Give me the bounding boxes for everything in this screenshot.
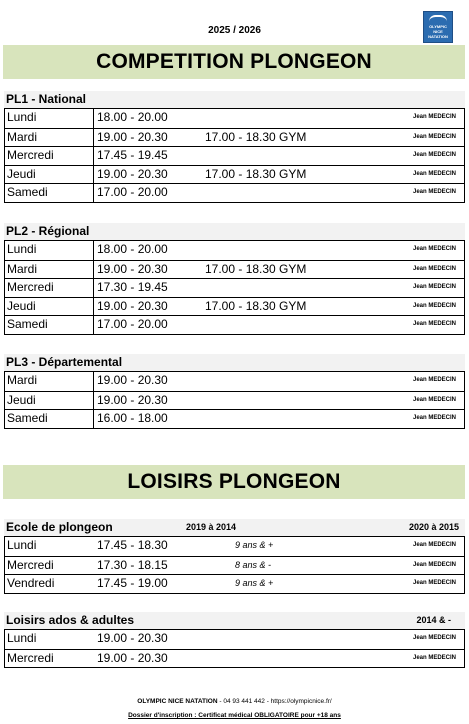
schedule-row xyxy=(5,278,464,297)
time-cell: 19.00 - 20.30 xyxy=(97,373,168,387)
location-cell: Jean MEDECIN xyxy=(412,246,456,252)
extra-time-cell: 17.00 - 18.30 GYM xyxy=(205,166,307,181)
column-divider xyxy=(93,260,94,279)
day-cell: Lundi xyxy=(7,110,37,124)
day-cell: Mercredi xyxy=(7,280,54,294)
group-heading-pl2: PL2 - Régional xyxy=(4,223,465,241)
club-logo: OLYMPIC NICE NATATION xyxy=(423,11,453,43)
day-cell: Jeudi xyxy=(7,166,36,181)
location-cell: Jean MEDECIN xyxy=(412,114,456,120)
schedule-row xyxy=(5,537,464,556)
location-cell: Jean MEDECIN xyxy=(412,321,456,327)
day-cell: Mercredi xyxy=(7,557,54,572)
season-label: 2025 / 2026 xyxy=(208,25,261,36)
time-cell: 16.00 - 18.00 xyxy=(97,411,168,425)
extra-time-cell: 17.00 - 18.30 GYM xyxy=(205,298,307,313)
extra-time-cell: 17.00 - 18.30 GYM xyxy=(205,129,307,144)
age-cell: 8 ans & - xyxy=(235,559,272,570)
group-heading-ecole: Ecole de plongeon 2019 à 2014 2020 à 2015 xyxy=(4,519,465,537)
schedule-table-ecole xyxy=(4,537,465,594)
time-cell: 19.00 - 20.30 xyxy=(97,631,168,645)
group-heading-adultes: Loisirs ados & adultes 2014 & - xyxy=(4,612,465,630)
location-cell: Jean MEDECIN xyxy=(412,561,456,568)
location-cell: Jean MEDECIN xyxy=(412,542,456,548)
competition-banner: COMPETITION PLONGEON xyxy=(3,45,465,79)
column-divider xyxy=(93,183,94,202)
column-divider xyxy=(93,278,94,297)
schedule-row xyxy=(5,391,464,410)
day-cell: Lundi xyxy=(7,631,37,645)
loisirs-banner: LOISIRS PLONGEON xyxy=(3,465,465,499)
schedule-table-pl3 xyxy=(4,372,465,429)
time-cell: 17.00 - 20.00 xyxy=(97,317,168,331)
day-cell: Mardi xyxy=(7,129,38,144)
schedule-row xyxy=(5,297,464,316)
day-cell: Jeudi xyxy=(7,392,36,407)
column-divider xyxy=(93,128,94,147)
schedule-table-pl1 xyxy=(4,109,465,203)
age-cell: 9 ans & + xyxy=(235,540,274,550)
time-cell: 17.30 - 18.15 xyxy=(97,557,168,572)
footer-contact: OLYMPIC NICE NATATION - 04 93 441 442 - https://olympicnice.fr/ xyxy=(137,698,332,705)
ecole-years-right: 2020 à 2015 xyxy=(408,522,459,532)
location-cell: Jean MEDECIN xyxy=(412,133,456,140)
group-heading-pl3: PL3 - Départemental xyxy=(4,354,465,372)
column-divider xyxy=(93,240,94,260)
column-divider xyxy=(93,409,94,428)
column-divider xyxy=(93,146,94,165)
column-divider xyxy=(93,165,94,184)
day-cell: Mercredi xyxy=(7,650,54,665)
day-cell: Lundi xyxy=(7,242,37,256)
schedule-row xyxy=(5,165,464,184)
location-cell: Jean MEDECIN xyxy=(412,284,456,290)
time-cell: 18.00 - 20.00 xyxy=(97,242,168,256)
time-cell: 17.45 - 19.45 xyxy=(97,148,168,162)
day-cell: Samedi xyxy=(7,317,48,331)
time-cell: 19.00 - 20.30 xyxy=(97,392,168,407)
schedule-row xyxy=(5,409,464,428)
extra-time-cell: 17.00 - 18.30 GYM xyxy=(205,261,307,276)
schedule-row xyxy=(5,574,464,593)
schedule-row xyxy=(5,649,464,668)
location-cell: Jean MEDECIN xyxy=(412,396,456,403)
time-cell: 19.00 - 20.30 xyxy=(97,298,168,313)
schedule-row xyxy=(5,128,464,147)
time-cell: 17.45 - 18.30 xyxy=(97,538,168,552)
day-cell: Mardi xyxy=(7,261,38,276)
schedule-row xyxy=(5,183,464,202)
schedule-row xyxy=(5,260,464,279)
age-cell: 9 ans & + xyxy=(235,578,274,588)
schedule-table-pl2 xyxy=(4,241,465,335)
location-cell: Jean MEDECIN xyxy=(412,152,456,158)
day-cell: Lundi xyxy=(7,538,37,552)
day-cell: Vendredi xyxy=(7,576,55,590)
footer-note: Dossier d'inscription : Certificat médical OBLIGATOIRE pour +18 ans xyxy=(128,712,341,719)
location-cell: Jean MEDECIN xyxy=(412,654,456,661)
column-divider xyxy=(93,297,94,316)
group-heading-pl1: PL1 - National xyxy=(4,91,465,109)
wave-icon xyxy=(429,15,447,23)
location-cell: Jean MEDECIN xyxy=(412,170,456,177)
location-cell: Jean MEDECIN xyxy=(412,377,456,383)
schedule-table-adultes xyxy=(4,630,465,668)
column-divider xyxy=(93,391,94,410)
schedule-row xyxy=(5,109,464,128)
time-cell: 18.00 - 20.00 xyxy=(97,110,168,124)
time-cell: 17.00 - 20.00 xyxy=(97,185,168,199)
schedule-row xyxy=(5,146,464,165)
location-cell: Jean MEDECIN xyxy=(412,265,456,272)
schedule-row xyxy=(5,372,464,391)
day-cell: Jeudi xyxy=(7,298,36,313)
time-cell: 19.00 - 20.30 xyxy=(97,650,168,665)
location-cell: Jean MEDECIN xyxy=(412,189,456,195)
day-cell: Samedi xyxy=(7,411,48,425)
day-cell: Samedi xyxy=(7,185,48,199)
schedule-row xyxy=(5,315,464,334)
ecole-years-left: 2019 à 2014 xyxy=(186,522,237,532)
location-cell: Jean MEDECIN xyxy=(412,580,456,586)
column-divider xyxy=(93,108,94,128)
time-cell: 17.30 - 19.45 xyxy=(97,280,168,294)
day-cell: Mardi xyxy=(7,373,38,387)
schedule-row xyxy=(5,630,464,649)
time-cell: 19.00 - 20.30 xyxy=(97,261,168,276)
location-cell: Jean MEDECIN xyxy=(412,302,456,309)
location-cell: Jean MEDECIN xyxy=(412,415,456,421)
column-divider xyxy=(93,371,94,391)
column-divider xyxy=(93,315,94,334)
location-cell: Jean MEDECIN xyxy=(412,635,456,641)
time-cell: 19.00 - 20.30 xyxy=(97,166,168,181)
schedule-row xyxy=(5,241,464,260)
time-cell: 17.45 - 19.00 xyxy=(97,576,168,590)
day-cell: Mercredi xyxy=(7,148,54,162)
schedule-row xyxy=(5,556,464,575)
time-cell: 19.00 - 20.30 xyxy=(97,129,168,144)
adultes-years: 2014 & - xyxy=(416,615,451,625)
